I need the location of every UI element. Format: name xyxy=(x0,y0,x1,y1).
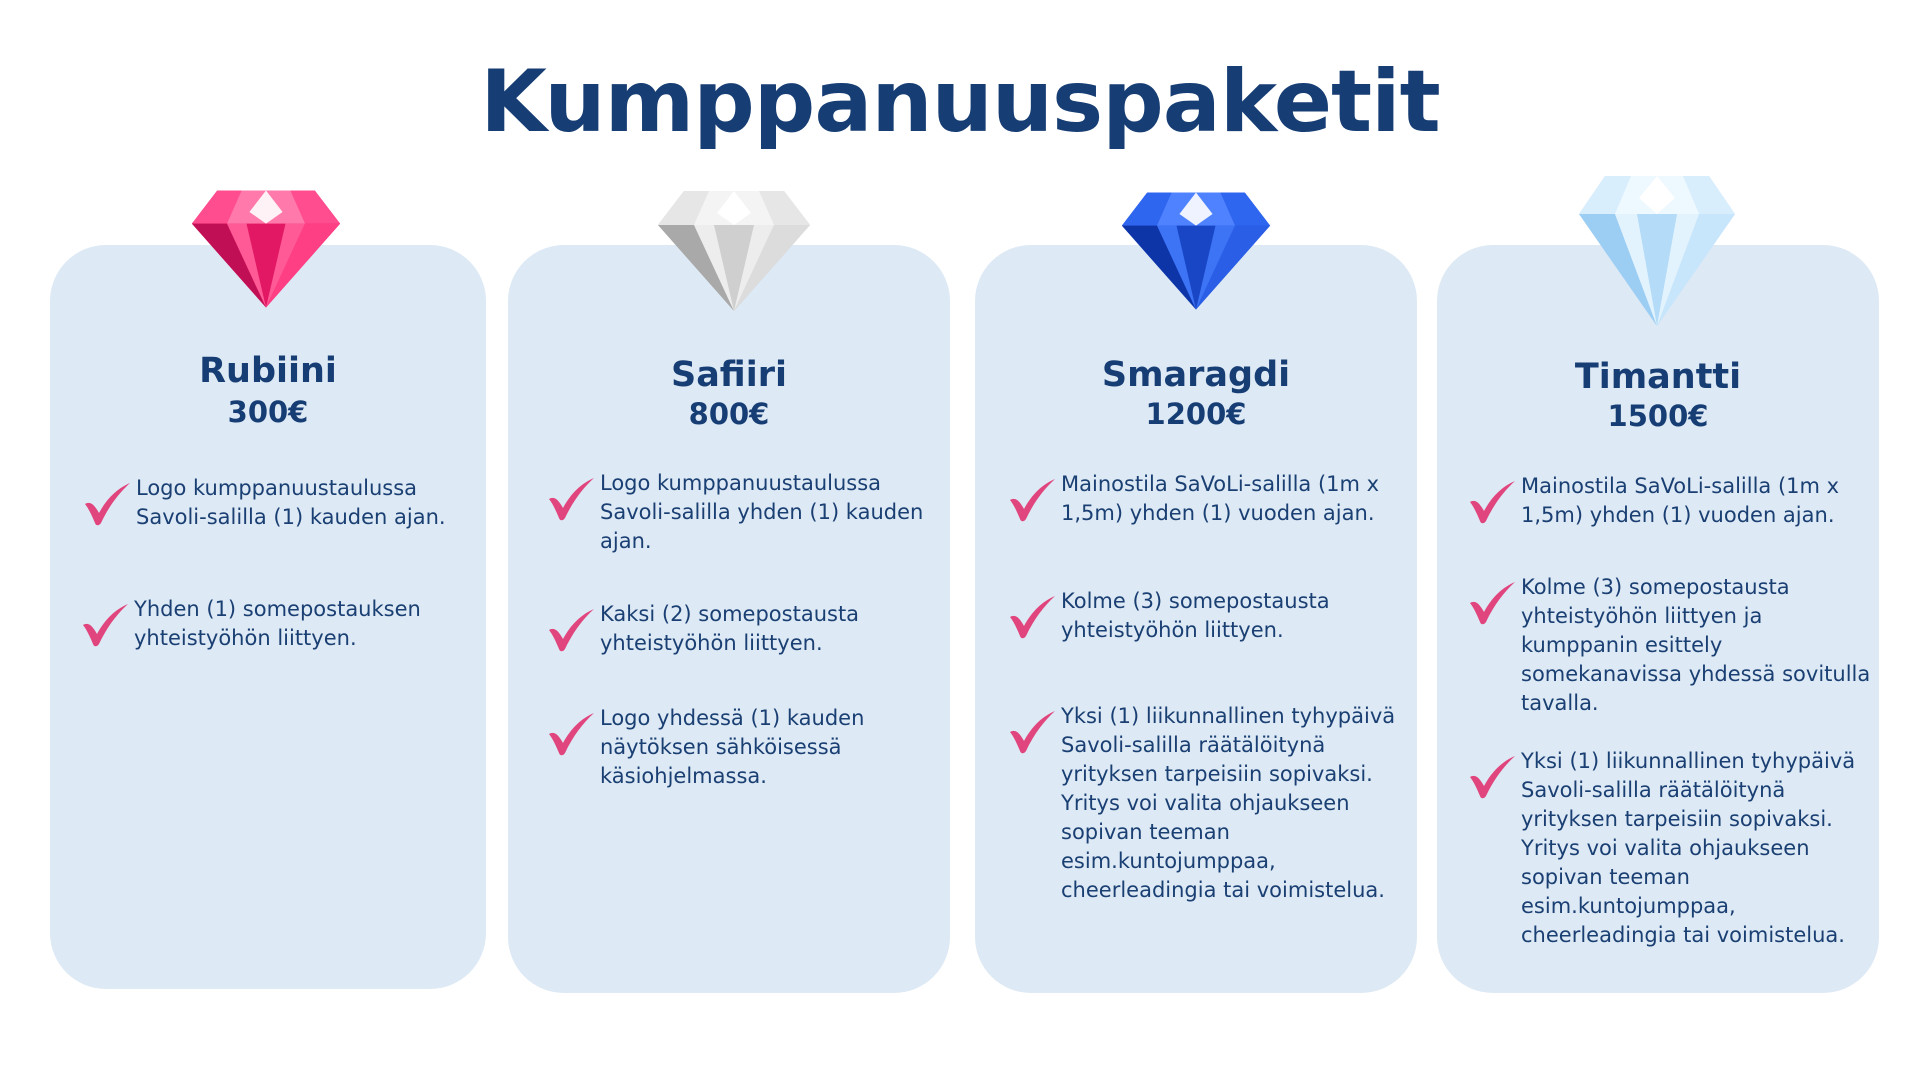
feature-text: Kaksi (2) somepostausta yhteistyöhön liittyen. xyxy=(600,602,860,655)
package-name: Smaragdi xyxy=(1101,355,1291,395)
feature-text: Yksi (1) liikunnallinen tyhypäivä Savoli-salilla räätälöitynä yrityksen tarpeisiin sopivaksi. Yritys voi valita ohjaukseen sopivan teeman esim.kuntojumppaa, cheerleadingia tai voimistelua. xyxy=(1521,749,1856,947)
feature-item xyxy=(1467,474,1872,530)
silver-gem-icon xyxy=(654,186,814,316)
checkmark-icon xyxy=(546,477,596,523)
package-card-timantti xyxy=(1437,245,1879,993)
feature-item xyxy=(1467,749,1872,950)
package-name: Safiiri xyxy=(670,355,788,395)
checkmark-icon xyxy=(1007,478,1057,524)
feature-item xyxy=(546,471,936,556)
feature-item xyxy=(82,476,472,532)
checkmark-icon xyxy=(82,482,132,528)
feature-text: Mainostila SaVoLi-salilla (1m x 1,5m) yhden (1) vuoden ajan. xyxy=(1061,472,1380,525)
checkmark-icon xyxy=(546,712,596,758)
feature-text: Kolme (3) somepostausta yhteistyöhön liittyen ja kumppanin esittely somekanavissa yhdessä sovitulla tavalla. xyxy=(1521,575,1871,715)
feature-text: Yhden (1) somepostauksen yhteistyöhön liittyen. xyxy=(134,597,421,650)
checkmark-icon xyxy=(1467,480,1517,526)
feature-text: Yksi (1) liikunnallinen tyhypäivä Savoli-salilla räätälöitynä yrityksen tarpeisiin sopivaksi. Yritys voi valita ohjaukseen sopivan teeman esim.kuntojumppaa, cheerleadingia tai voimistelua. xyxy=(1061,704,1396,902)
feature-text: Kolme (3) somepostausta yhteistyöhön liittyen. xyxy=(1061,589,1330,642)
diamond-gem-icon xyxy=(1574,170,1740,330)
checkmark-icon xyxy=(546,608,596,654)
ruby-gem-icon xyxy=(188,186,344,312)
sapphire-gem-icon xyxy=(1118,188,1274,314)
checkmark-icon xyxy=(1467,755,1517,801)
feature-text: Mainostila SaVoLi-salilla (1m x 1,5m) yhden (1) vuoden ajan. xyxy=(1521,474,1840,527)
package-card-safiiri xyxy=(508,245,950,993)
checkmark-icon xyxy=(1467,581,1517,627)
package-card-rubiini xyxy=(50,245,486,989)
page-title: Kumppanuuspaketit xyxy=(480,52,1440,152)
package-name: Timantti xyxy=(1574,357,1742,397)
package-price: 800€ xyxy=(688,397,770,431)
feature-item xyxy=(1467,575,1872,718)
feature-text: Logo yhdessä (1) kauden näytöksen sähköisessä käsiohjelmassa. xyxy=(600,706,865,788)
package-price: 300€ xyxy=(227,395,309,429)
checkmark-icon xyxy=(80,603,130,649)
feature-item xyxy=(546,602,936,658)
package-name: Rubiini xyxy=(199,351,337,391)
feature-item xyxy=(1007,472,1407,528)
package-price: 1200€ xyxy=(1145,397,1247,431)
checkmark-icon xyxy=(1007,710,1057,756)
feature-text: Logo kumppanuustaulussa Savoli-salilla yhden (1) kauden ajan. xyxy=(600,471,924,553)
feature-item xyxy=(1007,589,1407,645)
feature-text: Logo kumppanuustaulussa Savoli-salilla (1) kauden ajan. xyxy=(136,476,446,529)
feature-item xyxy=(546,706,936,791)
feature-item xyxy=(1007,704,1407,905)
feature-item xyxy=(80,597,470,653)
checkmark-icon xyxy=(1007,595,1057,641)
package-card-smaragdi xyxy=(975,245,1417,993)
package-price: 1500€ xyxy=(1607,399,1709,433)
